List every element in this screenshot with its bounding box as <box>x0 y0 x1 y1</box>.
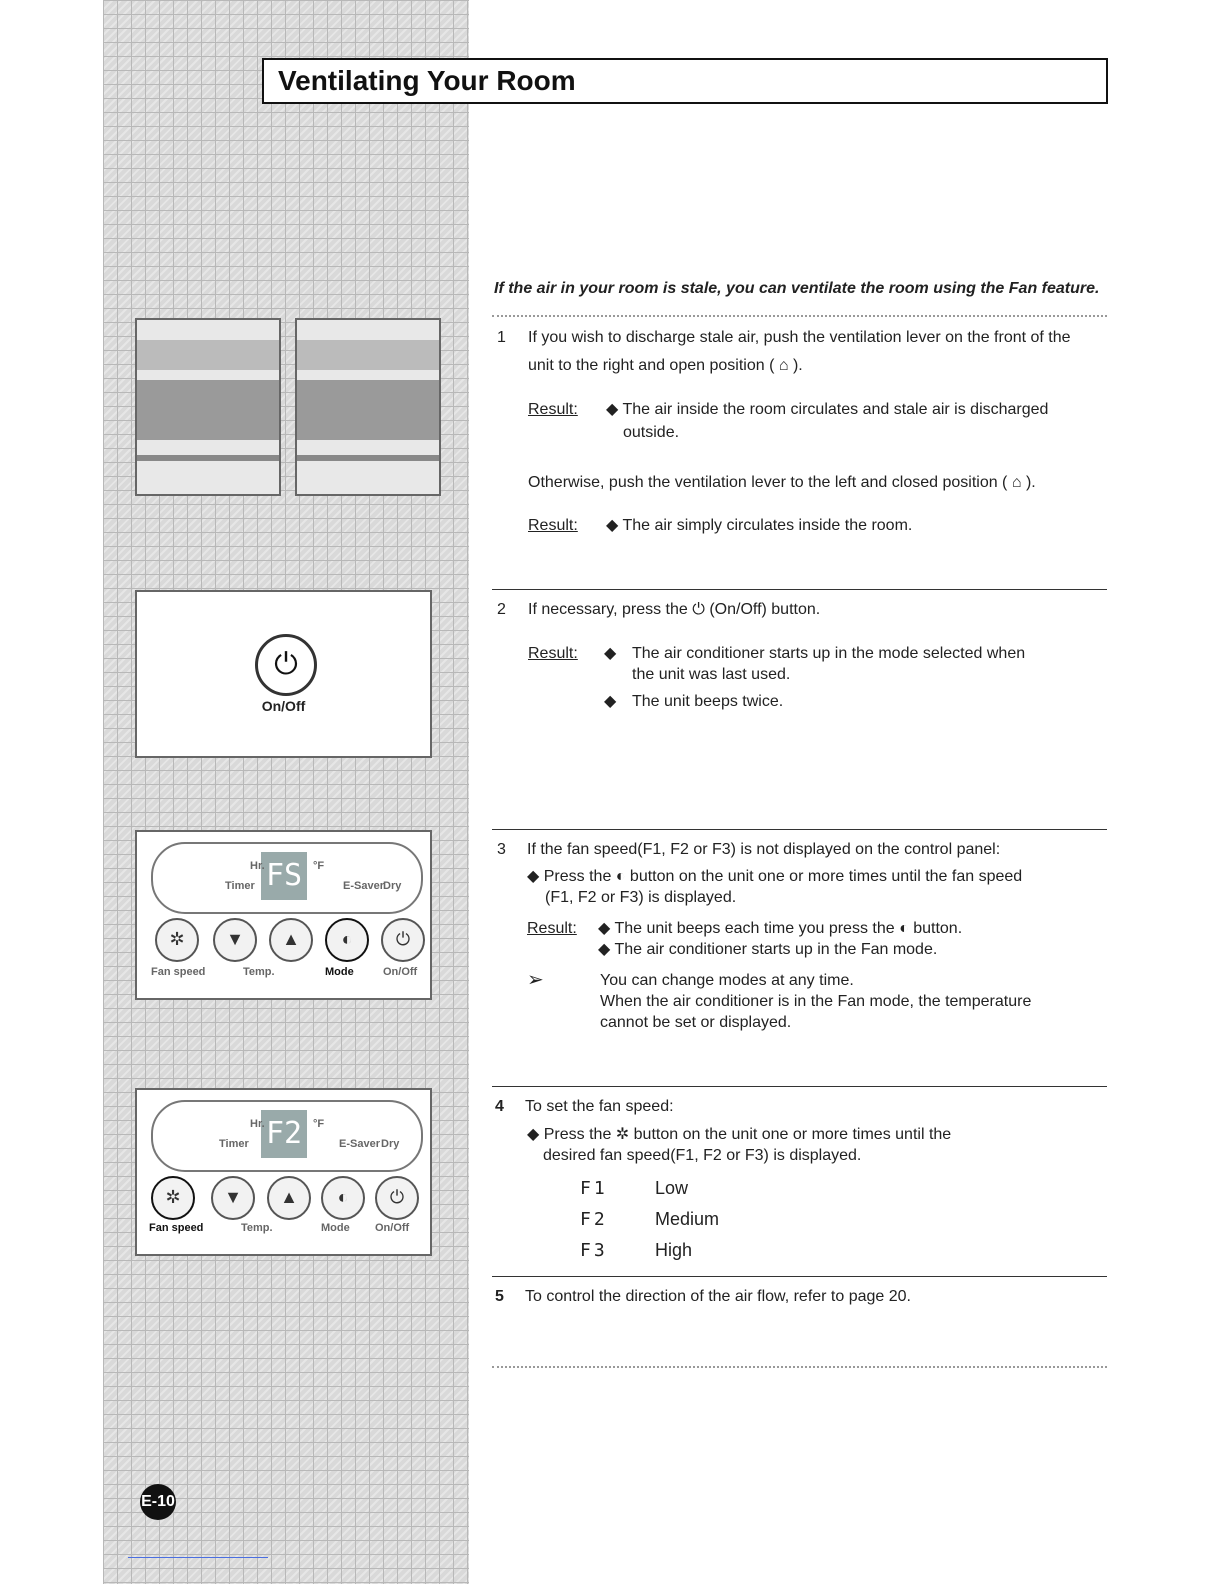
step-3-press-c: (F1, F2 or F3) is displayed. <box>545 889 737 906</box>
fan-speed-list <box>580 1173 719 1266</box>
step-2-result-1a: The air conditioner starts up in the mode selected when <box>632 645 1026 662</box>
step-3-note-1: You can change modes at any time. <box>600 972 854 989</box>
step-1-result-1a: ◆ The air inside the room circulates and stale air is discharged <box>606 401 1049 418</box>
step-1-line-b-text: unit to the right and open position ( <box>528 357 775 374</box>
step-1-otherwise-text: Otherwise, push the ventilation lever to the left and closed position ( <box>528 474 1008 491</box>
temp-label: Temp. <box>241 1222 273 1234</box>
temp-label: Temp. <box>243 966 275 978</box>
step-3-result-1a: ◆ The unit beeps each time you press the <box>598 920 895 937</box>
step-4-text: To set the fan speed: <box>525 1098 674 1115</box>
fan-speed-label: High <box>655 1240 693 1260</box>
intro-text: If the air in your room is stale, you can ventilate the room using the Fan feature. <box>494 280 1100 297</box>
mode-icon: ◐ <box>615 868 626 885</box>
step-3-result-1 <box>598 918 1098 939</box>
step-1-result-label: Result: <box>528 401 578 418</box>
step-3-press-a: ◆ Press the <box>527 868 612 885</box>
hr-label: Hr. <box>250 860 265 872</box>
step-3-press-b: button on the unit one or more times until the fan speed <box>629 868 1023 885</box>
step-2-result-1 <box>632 643 1102 685</box>
mode-label: Mode <box>325 966 354 978</box>
temp-up-button-icon: ▲ <box>269 918 313 962</box>
fan-speed-label: Medium <box>655 1209 720 1229</box>
onoff-label: On/Off <box>383 966 418 978</box>
step-2-bullet-2: ◆ <box>604 693 617 710</box>
step-2-number: 2 <box>497 601 506 618</box>
fan-speed-code: F1 <box>580 1178 608 1199</box>
step-3-note-3: cannot be set or displayed. <box>600 1014 792 1031</box>
page-number: E-10 <box>140 1484 176 1520</box>
vent-lever-photo-open <box>135 318 281 496</box>
vent-open-icon: ⌂ <box>778 357 789 374</box>
timer-label: Timer <box>225 880 255 892</box>
onoff-label: On/Off <box>375 1222 410 1234</box>
mode-button-icon: ◐ <box>321 1176 365 1220</box>
step-2-result-label: Result: <box>528 645 578 662</box>
esaver-label: E-Saver <box>339 1138 380 1150</box>
vent-closed-icon: ⌂ <box>1011 474 1022 491</box>
fan-speed-code: F3 <box>580 1240 608 1261</box>
hr-label: Hr. <box>250 1118 265 1130</box>
step-2-text-b: (On/Off) button. <box>709 601 821 618</box>
step-1-otherwise <box>528 472 1108 493</box>
step-3-number: 3 <box>497 841 506 858</box>
link-underline <box>128 1557 268 1558</box>
step-3-result-label: Result: <box>527 920 577 937</box>
fan-icon: ✲ <box>615 1126 630 1143</box>
divider <box>492 1366 1107 1368</box>
step-1-otherwise-end: ). <box>1025 474 1036 491</box>
step-2-bullet-1: ◆ <box>604 645 617 662</box>
temp-up-button-icon: ▲ <box>267 1176 311 1220</box>
step-5-number: 5 <box>495 1288 504 1305</box>
step-2-result-1b: the unit was last used. <box>632 666 791 683</box>
fan-speed-button-icon: ✲ <box>155 918 199 962</box>
step-4-press-c: desired fan speed(F1, F2 or F3) is displayed. <box>543 1147 862 1164</box>
step-4-number: 4 <box>495 1098 504 1115</box>
title-box <box>262 58 1108 104</box>
step-4-press <box>527 1124 1107 1166</box>
step-3-result-2: ◆ The air conditioner starts up in the Fan mode. <box>598 941 938 958</box>
divider <box>492 315 1107 317</box>
fan-speed-label: Fan speed <box>149 1222 204 1234</box>
divider <box>492 589 1107 590</box>
vent-lever-photo-closed <box>295 318 441 496</box>
step-1-result-label-2: Result: <box>528 517 578 534</box>
deg-label: °F <box>313 860 325 872</box>
step-1-text <box>528 327 1108 376</box>
mode-label: Mode <box>321 1222 350 1234</box>
dry-label: Dry <box>381 1138 400 1150</box>
temp-down-button-icon: ▼ <box>213 918 257 962</box>
note-arrow-icon: ➢ <box>527 969 544 991</box>
fan-speed-label: Low <box>655 1178 689 1198</box>
onoff-button-icon: ⏻ <box>255 634 317 696</box>
mode-icon: ◐ <box>899 920 909 937</box>
deg-label: °F <box>313 1118 325 1130</box>
step-1-result-1b: outside. <box>623 424 680 441</box>
step-3-note <box>600 970 1100 1033</box>
step-1-result-2: ◆ The air simply circulates inside the room. <box>606 517 913 534</box>
fan-speed-label: Fan speed <box>151 966 206 978</box>
step-4-press-b: button on the unit one or more times until the <box>633 1126 952 1143</box>
display-readout: F2 <box>261 1110 307 1158</box>
display-readout: FS <box>261 852 307 900</box>
onoff-illustration <box>135 590 432 758</box>
onoff-label: On/Off <box>261 698 306 714</box>
step-3-note-2: When the air conditioner is in the Fan mode, the temperature <box>600 993 1032 1010</box>
onoff-icon: ⏻ <box>692 601 705 618</box>
temp-down-button-icon: ▼ <box>211 1176 255 1220</box>
onoff-button-icon: ⏻ <box>375 1176 419 1220</box>
step-1-line-b-end: ). <box>792 357 803 374</box>
step-3-text: If the fan speed(F1, F2 or F3) is not displayed on the control panel: <box>527 841 1001 858</box>
step-1-number: 1 <box>497 329 506 346</box>
step-1-line-b <box>528 355 1108 376</box>
step-2-text <box>528 599 820 620</box>
step-2-text-a: If necessary, press the <box>528 601 688 618</box>
step-3-result-1b: button. <box>913 920 963 937</box>
onoff-button-icon: ⏻ <box>381 918 425 962</box>
fan-speed-item <box>580 1235 719 1266</box>
step-5-text: To control the direction of the air flow, refer to page 20. <box>525 1288 911 1305</box>
divider <box>492 829 1107 830</box>
divider <box>492 1086 1107 1087</box>
decorative-sidebar <box>103 0 469 1584</box>
step-2-result-2: The unit beeps twice. <box>632 693 784 710</box>
control-panel-mode <box>135 830 432 1000</box>
page-title: Ventilating Your Room <box>278 65 576 96</box>
fan-speed-item <box>580 1204 719 1235</box>
divider <box>492 1276 1107 1277</box>
control-panel-fan <box>135 1088 432 1256</box>
timer-label: Timer <box>219 1138 249 1150</box>
step-1-line-a: If you wish to discharge stale air, push the ventilation lever on the front of the <box>528 329 1071 346</box>
dry-label: Dry <box>383 880 402 892</box>
esaver-label: E-Saver <box>343 880 384 892</box>
fan-speed-button-icon: ✲ <box>151 1176 195 1220</box>
fan-speed-code: F2 <box>580 1209 608 1230</box>
fan-speed-item <box>580 1173 719 1204</box>
step-3-press <box>527 866 1107 908</box>
mode-button-icon: ◐ <box>325 918 369 962</box>
step-3-result <box>598 918 1098 960</box>
step-1-result-1 <box>606 399 1106 443</box>
step-4-press-a: ◆ Press the <box>527 1126 612 1143</box>
